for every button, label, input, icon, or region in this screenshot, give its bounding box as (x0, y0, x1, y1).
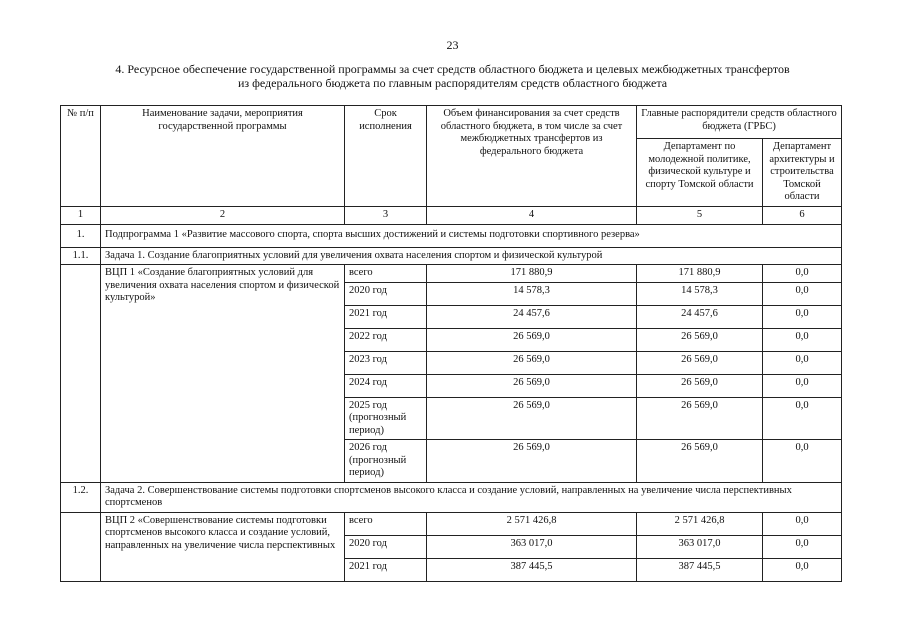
dept1-cell: 26 569,0 (637, 351, 763, 374)
task2-vcp: ВЦП 2 «Совершенствование системы подготовки спортсменов высокого класса и создание условий, направленных на увеличение числа перспективных (101, 512, 345, 581)
dept2-cell: 0,0 (763, 282, 842, 305)
term-cell: 2025 год (прогнозный период) (345, 397, 427, 440)
term-cell: 2026 год (прогнозный период) (345, 440, 427, 483)
title-line-2: из федерального бюджета по главным распорядителям средств областного бюджета (237, 76, 668, 90)
dept2-cell: 0,0 (763, 535, 842, 558)
dept2-cell: 0,0 (763, 328, 842, 351)
dept2-cell: 0,0 (763, 440, 842, 483)
volume-cell: 26 569,0 (427, 351, 637, 374)
col-number: 6 (763, 207, 842, 225)
dept1-cell: 14 578,3 (637, 282, 763, 305)
header-grbs: Главные распорядители средств областного бюджета (ГРБС) (637, 106, 842, 139)
task2-num-cell (61, 512, 101, 581)
volume-cell: 26 569,0 (427, 374, 637, 397)
subprogram-num: 1. (61, 224, 101, 247)
term-cell: 2024 год (345, 374, 427, 397)
title-line-1: 4. Ресурсное обеспечение государственной программы за счет средств областного бюджета и целевых межбюджетных трансфертов (115, 62, 790, 76)
volume-cell: 171 880,9 (427, 265, 637, 283)
dept1-cell: 26 569,0 (637, 440, 763, 483)
task1-num-cell (61, 265, 101, 483)
col-number: 2 (101, 207, 345, 225)
dept1-cell: 363 017,0 (637, 535, 763, 558)
dept2-cell: 0,0 (763, 265, 842, 283)
col-number: 4 (427, 207, 637, 225)
header-term: Срок исполнения (345, 106, 427, 207)
page-number: 23 (446, 38, 459, 52)
subprogram-row (61, 224, 842, 247)
table-title (60, 62, 845, 90)
task2-row (61, 482, 842, 512)
term-cell: 2021 год (345, 558, 427, 581)
volume-cell: 26 569,0 (427, 440, 637, 483)
dept2-cell: 0,0 (763, 305, 842, 328)
term-cell: 2022 год (345, 328, 427, 351)
term-cell: 2023 год (345, 351, 427, 374)
dept2-cell: 0,0 (763, 374, 842, 397)
term-cell: всего (345, 265, 427, 283)
resource-table (60, 105, 842, 582)
dept1-cell: 171 880,9 (637, 265, 763, 283)
task1-text: Задача 1. Создание благоприятных условий для увеличения охвата населения спортом и физической культурой (101, 247, 842, 265)
dept1-cell: 24 457,6 (637, 305, 763, 328)
dept1-cell: 26 569,0 (637, 328, 763, 351)
volume-cell: 26 569,0 (427, 397, 637, 440)
task1-num: 1.1. (61, 247, 101, 265)
col-number: 5 (637, 207, 763, 225)
column-numbers-row (61, 207, 842, 225)
table-row (61, 265, 842, 283)
header-dept2: Департамент архитектуры и строительства Томской области (763, 139, 842, 207)
task1-vcp: ВЦП 1 «Создание благоприятных условий для увеличения охвата населения спортом и физической культурой» (101, 265, 345, 483)
task1-row (61, 247, 842, 265)
header-dept1: Департамент по молодежной политике, физической культуре и спорту Томской области (637, 139, 763, 207)
dept2-cell: 0,0 (763, 512, 842, 535)
volume-cell: 24 457,6 (427, 305, 637, 328)
dept2-cell: 0,0 (763, 558, 842, 581)
header-num: № п/п (61, 106, 101, 207)
volume-cell: 2 571 426,8 (427, 512, 637, 535)
col-number: 3 (345, 207, 427, 225)
header-volume: Объем финансирования за счет средств областного бюджета, в том числе за счет межбюджетных трансфертов из федерального бюджета (427, 106, 637, 207)
term-cell: 2020 год (345, 535, 427, 558)
task2-num: 1.2. (61, 482, 101, 512)
volume-cell: 14 578,3 (427, 282, 637, 305)
header-name: Наименование задачи, мероприятия государственной программы (101, 106, 345, 207)
volume-cell: 26 569,0 (427, 328, 637, 351)
dept1-cell: 26 569,0 (637, 397, 763, 440)
dept1-cell: 26 569,0 (637, 374, 763, 397)
dept2-cell: 0,0 (763, 397, 842, 440)
volume-cell: 387 445,5 (427, 558, 637, 581)
col-number: 1 (61, 207, 101, 225)
header-row-1 (61, 106, 842, 139)
term-cell: 2020 год (345, 282, 427, 305)
table-row (61, 512, 842, 535)
term-cell: 2021 год (345, 305, 427, 328)
dept1-cell: 387 445,5 (637, 558, 763, 581)
volume-cell: 363 017,0 (427, 535, 637, 558)
subprogram-text: Подпрограмма 1 «Развитие массового спорта, спорта высших достижений и системы подготовки спортивного резерва» (101, 224, 842, 247)
dept2-cell: 0,0 (763, 351, 842, 374)
task2-text: Задача 2. Совершенствование системы подготовки спортсменов высокого класса и создание условий, направленных на увеличение числа перспективных спортсменов (101, 482, 842, 512)
dept1-cell: 2 571 426,8 (637, 512, 763, 535)
term-cell: всего (345, 512, 427, 535)
